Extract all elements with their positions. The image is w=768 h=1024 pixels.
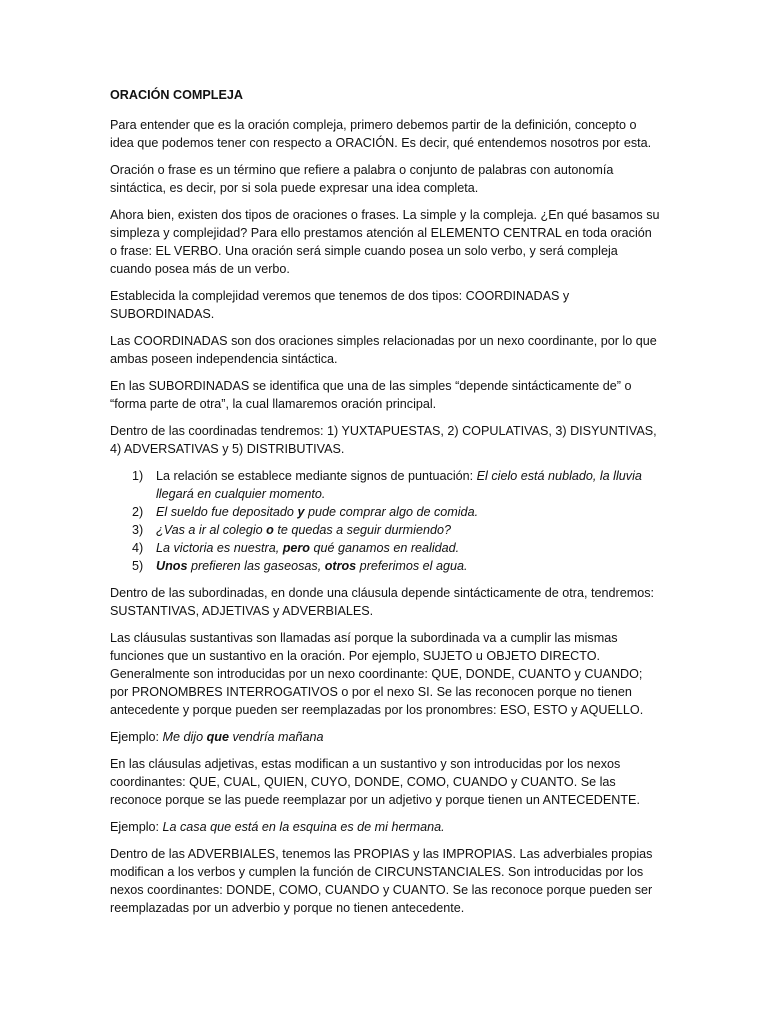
paragraph-tipos: Ahora bien, existen dos tipos de oraciones o frases. La simple y la compleja. ¿En qué basamos su simpleza y complejidad? Para ello prestamos atención al ELEMENTO CENTRAL en toda oración o frase: EL VERBO. Una oración será simple cuando posea un solo verbo, y será compleja cuando posea más de un verbo. [110,208,660,276]
paragraph-complejidad: Establecida la complejidad veremos que tenemos de dos tipos: COORDINADAS y SUBORDINADAS. [110,289,570,321]
list-example: La victoria es nuestra, [156,541,283,555]
example-text: Me dijo [162,730,207,744]
list-item [110,539,662,557]
list-item [110,503,662,521]
list-example: preferimos el agua. [356,559,468,573]
list-nexo: pero [282,541,310,555]
paragraph-oracion: Oración o frase es un término que refiere a palabra o conjunto de palabras con autonomía sintáctica, es decir, por si sola puede expresar una idea completa. [110,163,614,195]
list-item [110,467,662,503]
list-nexo: o [266,523,274,537]
list-number: 1) [132,469,144,483]
list-nexo: otros [324,559,357,573]
list-item [110,521,662,539]
paragraph-adjetivas: En las cláusulas adjetivas, estas modifican a un sustantivo y son introducidas por los nexos coordinantes: QUE, CUAL, QUIEN, CUYO, DONDE, COMO, CUANDO y CUANTO. Se las reconoce porque se las puede reemplazar por un adjetivo y porque tienen un ANTECEDENTE. [110,757,640,807]
list-example: te quedas a seguir durmiendo? [273,523,451,537]
list-example: ¿Vas a ir al colegio [156,523,267,537]
list-number: 4) [132,541,144,555]
list-example: El sueldo fue depositado [156,505,298,519]
example-adjetiva [110,818,662,836]
list-example: pude comprar algo de comida. [304,505,479,519]
paragraph-definition: Para entender que es la oración compleja, primero debemos partir de la definición, concepto o idea que podemos tener con respecto a ORACIÓN. Es decir, qué entendemos nosotros por esta. [110,118,652,150]
list-example: prefieren las gaseosas, [187,559,325,573]
coordinadas-list [110,467,662,575]
paragraph-subordinadas: En las SUBORDINADAS se identifica que una de las simples “depende sintácticamente de” o “forma parte de otra”, la cual llamaremos oración principal. [110,379,632,411]
list-nexo: Unos [156,559,188,573]
list-number: 2) [132,505,144,519]
example-text: vendría mañana [229,730,324,744]
list-number: 5) [132,559,144,573]
example-nexo: que [206,730,229,744]
list-number: 3) [132,523,144,537]
example-sustantiva [110,728,662,746]
list-nexo: y [297,505,305,519]
list-example: El cielo está nublado, la lluvia llegará en cualquier momento. [156,469,642,501]
paragraph-sustantivas: Las cláusulas sustantivas son llamadas así porque la subordinada va a cumplir las mismas funciones que un sustantivo en la oración. Por ejemplo, SUJETO u OBJETO DIRECTO. Generalmente son introducidas por un nexo coordinante: QUE, DONDE, CUANTO y CUANDO; por PRONOMBRES INTERROGATIVOS o por el nexo SI. Se las reconocen porque no tienen antecedente y porque pueden ser reemplazadas por los pronombres: ESO, ESTO y AQUELLO. [110,631,644,717]
paragraph-clases-coordinadas: Dentro de las coordinadas tendremos: 1) YUXTAPUESTAS, 2) COPULATIVAS, 3) DISYUNTIVAS, 4) ADVERSATIVAS y 5) DISTRIBUTIVAS. [110,424,657,456]
list-text: La relación se establece mediante signos de puntuación: [156,469,477,483]
example-label: Ejemplo: [110,730,163,744]
example-label: Ejemplo: [110,820,163,834]
paragraph-clases-subordinadas: Dentro de las subordinadas, en donde una cláusula depende sintácticamente de otra, tendremos: SUSTANTIVAS, ADJETIVAS y ADVERBIALES. [110,586,654,618]
document-title: ORACIÓN COMPLEJA [110,88,243,102]
example-text: La casa que está en la esquina es de mi hermana. [162,820,445,834]
list-example: qué ganamos en realidad. [310,541,460,555]
paragraph-coordinadas: Las COORDINADAS son dos oraciones simples relacionadas por un nexo coordinante, por lo que ambas poseen independencia sintáctica. [110,334,657,366]
paragraph-adverbiales: Dentro de las ADVERBIALES, tenemos las PROPIAS y las IMPROPIAS. Las adverbiales propias modifican a los verbos y cumplen la función de CIRCUNSTANCIALES. Son introducidas por los nexos coordinantes: DONDE, COMO, CUANDO y CUANTO. Se las reconoce porque pueden ser reemplazadas por un adverbio y porque no tienen antecedente. [110,847,653,915]
list-item [110,557,662,575]
document-page [110,86,662,926]
